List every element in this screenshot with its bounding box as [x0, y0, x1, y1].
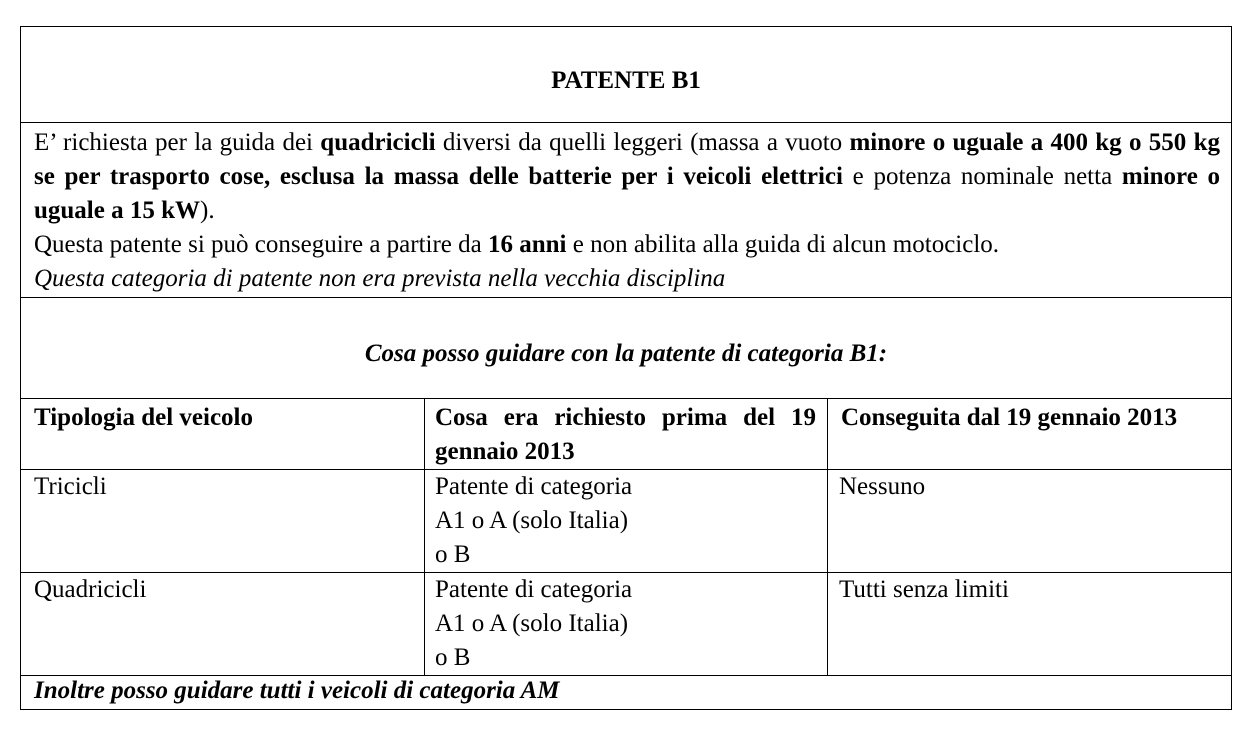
desc-bold-quadricicli: quadricicli [320, 129, 436, 156]
before-line: A1 o A (solo Italia) [435, 507, 629, 534]
table-row [21, 573, 1232, 676]
description-paragraph-1 [34, 126, 1220, 228]
footer-note: Inoltre posso guidare tutti i veicoli di categoria AM [21, 676, 1232, 710]
table-row [21, 470, 1232, 573]
column-header-after: Conseguita dal 19 gennaio 2013 [828, 399, 1232, 470]
license-info-table [20, 26, 1232, 710]
before-requirement-cell [425, 470, 828, 573]
desc-text: e potenza nominale netta [842, 163, 1122, 190]
desc-text: Questa patente si può conseguire a partire da [34, 231, 488, 258]
before-line: o B [435, 541, 471, 568]
before-line: Patente di categoria [435, 576, 633, 603]
section-subtitle: Cosa posso guidare con la patente di categoria B1: [364, 340, 888, 367]
desc-text: diversi da quelli leggeri (massa a vuoto [435, 129, 850, 156]
desc-bold-age: 16 anni [488, 231, 567, 258]
vehicle-type-cell: Tricicli [21, 470, 425, 573]
page-title: PATENTE B1 [551, 66, 701, 94]
column-header-before: Cosa era richiesto prima del 19 gennaio 2013 [425, 399, 828, 470]
before-line: Patente di categoria [435, 473, 633, 500]
desc-text: ). [200, 197, 215, 224]
title-cell [21, 27, 1232, 123]
before-requirement-cell [425, 573, 828, 676]
desc-bold-power-limit: minore o uguale a 15 kW [34, 163, 1220, 224]
after-requirement-cell: Tutti senza limiti [828, 573, 1232, 676]
desc-text: E’ richiesta per la guida dei [34, 129, 321, 156]
table-header-row [21, 399, 1232, 470]
description-cell [21, 123, 1232, 298]
description-paragraph-3: Questa categoria di patente non era prevista nella vecchia disciplina [34, 265, 726, 292]
desc-text: e non abilita alla guida di alcun motociclo. [566, 231, 1000, 258]
subtitle-cell [21, 298, 1232, 399]
after-requirement-cell: Nessuno [828, 470, 1232, 573]
column-header-type: Tipologia del veicolo [21, 399, 425, 470]
vehicle-type-cell: Quadricicli [21, 573, 425, 676]
description-paragraph-2 [34, 228, 1220, 262]
before-line: A1 o A (solo Italia) [435, 610, 629, 637]
desc-bold-mass-limit: minore o uguale a 400 kg o 550 kg se per trasporto cose, esclusa la massa delle batterie per i veicoli elettrici [34, 129, 1220, 190]
before-line: o B [435, 644, 471, 671]
